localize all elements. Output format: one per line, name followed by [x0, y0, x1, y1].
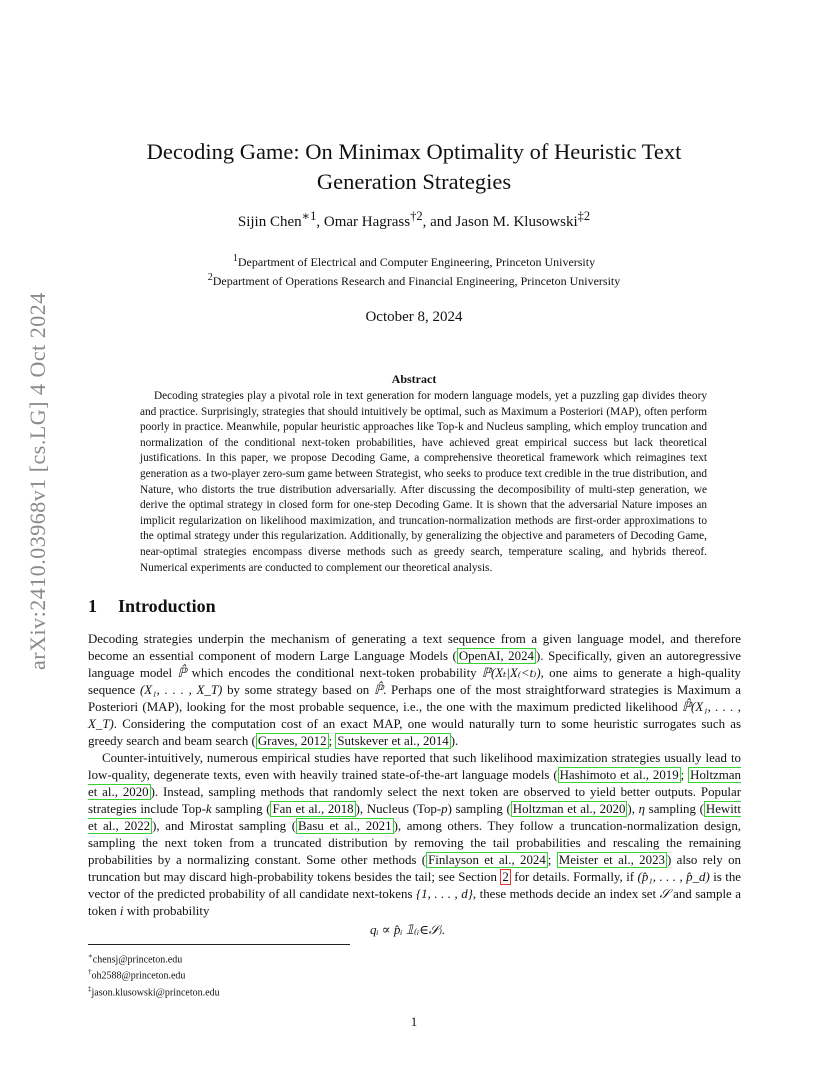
footnote-1: ∗chensj@princeton.edu	[88, 952, 183, 966]
citation-link[interactable]: Graves, 2012	[257, 734, 327, 748]
citation-link[interactable]: Hashimoto et al., 2019	[559, 768, 679, 782]
citation-link[interactable]: OpenAI, 2024	[458, 649, 534, 663]
paper-title	[110, 137, 718, 197]
math-inline: ℙ̂	[177, 666, 187, 680]
footnote-3: ‡jason.klusowski@princeton.edu	[88, 984, 220, 998]
math-inline: ℙ(Xₜ|X₍<t₎)	[481, 666, 541, 680]
citation-link[interactable]: Holtzman et al., 2020	[88, 768, 741, 799]
affiliations	[110, 251, 718, 289]
affiliation-2-text: Department of Operations Research and Financial Engineering, Princeton University	[212, 274, 621, 288]
paragraph-2: Counter-intuitively, numerous empirical studies have reported that such likelihood maximization strategies usually lead to low-quality, degenerate texts, even with heavily trained state-of-the-art language models ( Hashimoto et al., 2019 ; Holtzman et al., 2020 ). Instead, sampling methods that randomly select the next token are observed to yield better outputs. Popular strategies include Top-k sampling ( Fan et al., 2018 ), Nucleus (Top-p) sampling ( Holtzman et al., 2020 ), η sampling ( Hewitt et al., 2022 ), and Mirostat sampling ( Basu et al., 2021 ), among others. They follow a truncation-normalization design, sampling the next token from a truncated distribution by removing the tail probabilities and rescaling the remaining probabilities by a normalizing constant. Some other methods ( Finlayson et al., 2024 ; Meister et al., 2023 ) also rely on truncation but may discard high-probability tokens besides the tail; see Section 2 for details. Formally, if (p̂₁, . . . , p̂_d) is the vector of the predicted probability of all candidate next-tokens {1, . . . , d}, these methods decide an index set 𝒮 and sample a token i with probability	[88, 751, 742, 918]
citation-link[interactable]: Sutskever et al., 2014	[337, 734, 449, 748]
footnote-rule	[88, 944, 350, 945]
author-2: Omar Hagrass	[323, 214, 411, 230]
affiliation-2-mark: 2	[207, 272, 213, 283]
abstract-heading: Abstract	[391, 372, 437, 386]
body-text	[88, 631, 741, 920]
section-ref-link[interactable]: 2	[502, 870, 509, 884]
author-3: Jason M. Klusowski	[455, 214, 578, 230]
section-title: Introduction	[118, 596, 216, 616]
page-number: 1	[410, 1014, 418, 1029]
citation-link[interactable]: Holtzman et al., 2020	[512, 802, 626, 816]
paragraph-1: Decoding strategies underpin the mechanism of generating a text sequence from a given language model, and therefore become an essential component of modern Large Language Models ( OpenAI, 2024 ). Specifically, given an autoregressive language model ℙ̂ which encodes the conditional next-token probability ℙ(Xₜ|X₍<t₎), one aims to generate a high-quality sequence (X₁, . . . , X_T) by some strategy based on ℙ̂. Perhaps one of the most straightforward strategies is Maximum a Posteriori (MAP), looking for the most probable sequence, i.e., the one with the maximum predicted likelihood ℙ̂(X₁, . . . , X_T). Considering the computation cost of an exact MAP, one would naturally turn to some heuristic surrogates such as greedy search and beam search ( Graves, 2012 ; Sutskever et al., 2014 ).	[88, 632, 742, 748]
math-inline: (p̂₁, . . . , p̂_d)	[637, 870, 710, 884]
math-inline: {1, . . . , d}	[415, 887, 473, 901]
math-inline: 𝒮	[659, 887, 670, 901]
math-inline: k	[205, 802, 212, 816]
title-line-1: Decoding Game: On Minimax Optimality of Heuristic Text	[146, 139, 682, 164]
math-inline: (X₁, . . . , X_T)	[140, 683, 223, 697]
citation-link[interactable]: Hewitt et al., 2022	[88, 802, 741, 833]
math-inline: p	[441, 802, 448, 816]
affiliation-1-text: Department of Electrical and Computer Engineering, Princeton University	[237, 255, 596, 269]
abstract-body: Decoding strategies play a pivotal role in text generation for modern language models, yet a puzzling gap divides theory and practice. Surprisingly, strategies that should intuitively be optimal, such as Maximum a Posteriori (MAP), often perform poorly in practice. Meanwhile, popular heuristic approaches like Top-k and Nucleus sampling, which employ truncation and normalization of the conditional next-token probabilities, have achieved great empirical success but lack theoretical justifications. In this paper, we propose Decoding Game, a comprehensive theoretical framework which reimagines text generation as a two-player zero-sum game between Strategist, who seeks to produce text credible in the true distribution, and Nature, who distorts the true distribution adversarially. After discussing the decomposibility of multi-step generation, we derive the optimal strategy in closed form for one-step Decoding Game. It is shown that the adversarial Nature imposes an implicit regularization on likelihood maximization, and truncation-normalization methods are first-order approximations to the optimal strategy under this regularization. Additionally, by generalizing the objective and parameters of Decoding Game, near-optimal strategies encompass diverse methods such as greedy search, temperature scaling, and hybrids thereof. Numerical experiments are conducted to complement our theoretical analysis.	[140, 390, 707, 574]
footnote-2: †oh2588@princeton.edu	[88, 968, 186, 982]
affiliation-2	[110, 270, 718, 289]
author-2-mark: †2	[410, 209, 423, 223]
author-list: Sijin Chen$^{∗1}$, Omar Hagrass$^{\dagger 2}$, and Jason M. Klusowski$^{\ddagger 2}$	[237, 209, 591, 230]
paper-date: October 8, 2024	[365, 309, 463, 325]
section-number: 1	[88, 596, 97, 616]
author-1-mark: ∗1	[301, 209, 317, 223]
email-link[interactable]: chensj@princeton.edu	[92, 954, 183, 966]
affiliation-1	[110, 251, 718, 270]
email-link[interactable]: jason.klusowski@princeton.edu	[91, 986, 220, 998]
citation-link[interactable]: Finlayson et al., 2024	[428, 853, 546, 867]
math-inline: i	[119, 904, 124, 918]
citation-link[interactable]: Basu et al., 2021	[298, 819, 392, 833]
author-3-mark: ‡2	[577, 209, 591, 223]
citation-link[interactable]: Fan et al., 2018	[272, 802, 354, 816]
arxiv-stamp: arXiv:2410.03968v1 [cs.LG] 4 Oct 2024	[25, 292, 50, 670]
citation-link[interactable]: Meister et al., 2023	[558, 853, 665, 867]
section-heading	[88, 596, 216, 617]
footnotes	[88, 950, 220, 999]
title-line-2: Generation Strategies	[316, 169, 512, 194]
display-formula: qᵢ ∝ p̂ᵢ 𝟙₍ᵢ∈𝒮₎.	[370, 922, 446, 937]
affiliation-1-mark: 1	[232, 253, 238, 264]
email-link[interactable]: oh2588@princeton.edu	[91, 970, 186, 982]
math-inline: ℙ̂(X₁, . . . , X_T)	[88, 700, 741, 731]
author-1: Sijin Chen	[237, 214, 302, 230]
math-inline: ℙ̂	[374, 683, 384, 697]
math-inline: η	[638, 802, 646, 816]
